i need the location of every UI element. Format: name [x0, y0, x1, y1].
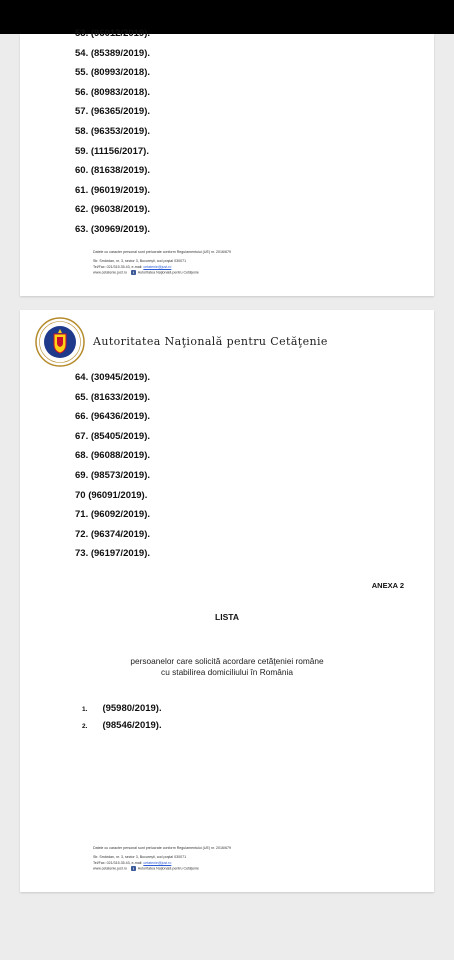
facebook-icon: f — [132, 270, 135, 276]
page-footer — [93, 250, 231, 276]
list-item: 53. (96012/2019). — [75, 28, 151, 39]
footer-address: Str. Smârdan, nr. 3, sector 3, Bucureşti, cod poştal 030071 — [93, 259, 187, 264]
letterhead — [35, 317, 425, 369]
agency-name: Autoritatea Naţională pentru Cetăţenie — [93, 335, 328, 348]
romanian-coat-of-arms-seal-icon — [35, 317, 85, 367]
document-page-1 — [20, 28, 434, 296]
footer-facebook-link[interactable]: Autoritatea Naţională pentru Cetăţenie — [137, 270, 199, 275]
footer-website-link[interactable]: www.cetatenie.just.ro — [93, 866, 127, 871]
list-item: 56. (80983/2018). — [75, 86, 151, 98]
list-item: 73. (96197/2019). — [75, 548, 151, 560]
subtitle-line: persoanelor care solicită acordare cetăţeniei române — [130, 656, 324, 666]
item-value: (98546/2019). — [102, 719, 162, 731]
footer-facebook-link[interactable]: Autoritatea Naţională pentru Cetăţenie — [137, 866, 199, 871]
status-bar — [0, 0, 454, 34]
list-item: 55. (80993/2018). — [75, 67, 151, 79]
subtitle-line: cu stabilirea domiciliului în România — [161, 666, 293, 677]
list-item: 66. (96436/2019). — [75, 411, 151, 423]
document-page-2 — [20, 310, 434, 892]
list-item: 64. (30945/2019). — [75, 372, 151, 383]
entry-list — [75, 24, 150, 240]
footer-email-link[interactable]: cetatenie@just.ro — [143, 264, 172, 269]
footer-address: Str. Smârdan, nr. 3, sector 3, Bucureşti, cod poştal 030071 — [93, 855, 187, 860]
list-subtitle — [20, 656, 434, 677]
item-number: 2. — [82, 722, 88, 730]
list-item: 68. (96088/2019). — [75, 450, 151, 462]
list-item: 58. (96353/2019). — [75, 125, 151, 137]
list-item: 67. (85405/2019). — [75, 430, 151, 442]
list-title: LISTA — [215, 612, 239, 622]
list-item: 60. (81638/2019). — [75, 165, 151, 177]
entry-list — [75, 368, 150, 564]
list-item: 65. (81633/2019). — [75, 391, 151, 403]
list-item: 71. (96092/2019). — [75, 509, 151, 521]
footer-web — [93, 270, 231, 276]
page-footer — [93, 846, 231, 872]
list-item: 69. (98573/2019). — [75, 469, 151, 481]
list-item: 59. (11156/2017). — [75, 145, 149, 157]
annex-label: ANEXA 2 — [371, 581, 404, 590]
item-number: 1. — [82, 706, 88, 713]
list-item — [82, 716, 162, 733]
footer-phone: Tel/Fax: 021/315.35.43, e-mail: — [93, 860, 143, 865]
list-item: 57. (96365/2019). — [75, 106, 151, 118]
list-item: 63. (30969/2019). — [75, 223, 151, 235]
facebook-icon: f — [132, 866, 135, 872]
list-item: 62. (96038/2019). — [75, 204, 151, 216]
list-item: 72. (96374/2019). — [75, 528, 151, 540]
footer-email-link[interactable]: cetatenie@just.ro — [143, 860, 172, 865]
footer-web — [93, 866, 231, 872]
numbered-list — [82, 699, 162, 732]
footer-phone: Tel/Fax: 021/315.35.43, e-mail: — [93, 264, 143, 269]
list-item: 61. (96019/2019). — [75, 184, 151, 196]
footer-note: Datele cu caracter personal sunt prelucrate conform Regulamentului (UE) nr. 2016/679 — [93, 250, 232, 254]
footer-website-link[interactable]: www.cetatenie.just.ro — [93, 270, 127, 275]
list-item: 70 (96091/2019). — [75, 489, 148, 501]
item-value: (95980/2019). — [102, 703, 162, 714]
list-item — [82, 699, 162, 716]
footer-note: Datele cu caracter personal sunt prelucrate conform Regulamentului (UE) nr. 2016/679 — [93, 846, 232, 850]
list-item: 54. (85389/2019). — [75, 47, 151, 59]
